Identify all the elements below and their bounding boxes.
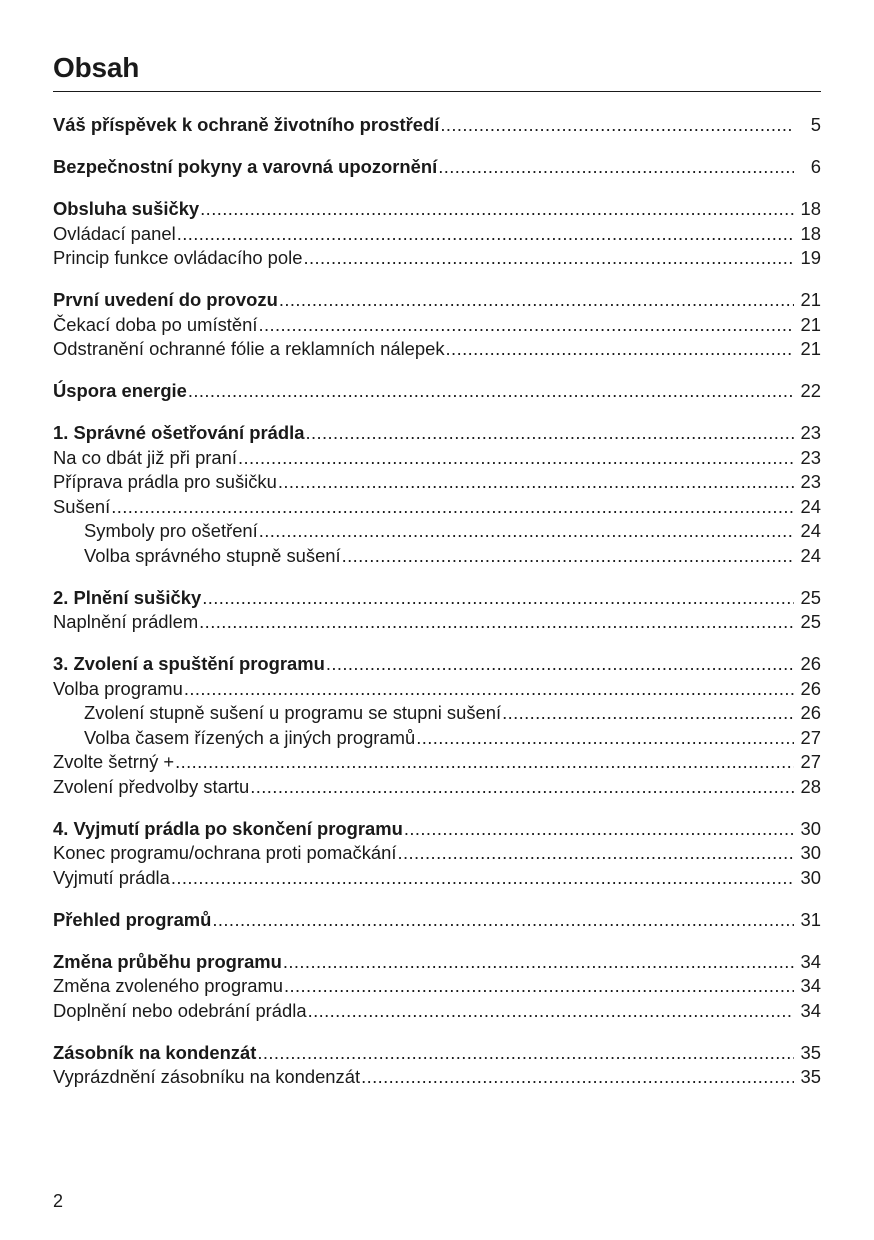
toc-section — [53, 288, 821, 362]
toc-entry-page: 31 — [800, 908, 821, 930]
toc-entry[interactable] — [53, 1065, 821, 1090]
toc-entry-page: 18 — [800, 222, 821, 244]
toc-dot-leader — [502, 701, 794, 726]
toc-entry-title: Zásobník na kondenzát — [53, 1041, 257, 1063]
toc-dot-leader — [177, 222, 794, 247]
toc-entry-title: Zvolte šetrný + — [53, 751, 175, 772]
table-of-contents — [53, 113, 821, 1107]
toc-dot-leader — [308, 999, 794, 1024]
toc-entry-title: Změna průběhu programu — [53, 950, 282, 972]
toc-entry-page: 26 — [800, 702, 821, 723]
toc-dot-leader — [250, 775, 794, 800]
toc-entry-page: 23 — [800, 422, 821, 443]
toc-dot-leader — [171, 866, 794, 891]
toc-entry-page: 23 — [800, 446, 821, 468]
toc-entry-page: 25 — [800, 611, 821, 632]
toc-entry-page: 27 — [800, 751, 821, 772]
toc-entry[interactable] — [53, 246, 821, 271]
toc-section — [53, 379, 821, 404]
toc-chapter-entry[interactable] — [53, 908, 821, 933]
toc-dot-leader — [446, 337, 794, 362]
toc-entry[interactable] — [53, 841, 821, 866]
toc-dot-leader — [257, 1041, 794, 1066]
toc-entry[interactable] — [53, 726, 821, 751]
toc-entry-page: 19 — [800, 247, 821, 268]
toc-chapter-entry[interactable] — [53, 817, 821, 842]
toc-chapter-entry[interactable] — [53, 1041, 821, 1066]
page-number: 2 — [53, 1191, 64, 1211]
toc-entry-title: Vyprázdnění zásobníku na kondenzát — [53, 1066, 361, 1087]
toc-dot-leader — [305, 421, 794, 446]
toc-chapter-entry[interactable] — [53, 950, 821, 975]
toc-chapter-entry[interactable] — [53, 379, 821, 404]
toc-dot-leader — [202, 586, 794, 611]
toc-entry[interactable] — [53, 446, 821, 471]
toc-entry-title: Zvolení předvolby startu — [53, 775, 250, 797]
toc-entry[interactable] — [53, 470, 821, 495]
toc-entry[interactable] — [53, 610, 821, 635]
toc-entry-title: Doplnění nebo odebrání prádla — [53, 999, 307, 1021]
toc-entry[interactable] — [53, 519, 821, 544]
toc-dot-leader — [361, 1065, 794, 1090]
toc-entry-page: 34 — [800, 950, 821, 972]
toc-entry-title: Váš příspěvek k ochraně životního prostředí — [53, 114, 440, 135]
title-divider — [53, 91, 821, 92]
toc-entry-page: 24 — [800, 495, 821, 517]
toc-dot-leader — [188, 379, 794, 404]
toc-entry-title: Zvolení stupně sušení u programu se stupni sušení — [84, 702, 502, 723]
toc-entry-page: 5 — [810, 114, 821, 135]
toc-entry-page: 23 — [800, 471, 821, 492]
toc-dot-leader — [199, 610, 794, 635]
toc-entry-title: Symboly pro ošetření — [84, 520, 258, 541]
toc-entry-title: Sušení — [53, 495, 111, 517]
toc-entry[interactable] — [53, 313, 821, 338]
toc-entry-page: 24 — [800, 544, 821, 566]
toc-entry-page: 22 — [800, 380, 821, 401]
toc-entry-title: Odstranění ochranné fólie a reklamních nálepek — [53, 338, 445, 359]
toc-entry-title: Ovládací panel — [53, 222, 176, 244]
toc-entry-title: Na co dbát již při praní — [53, 446, 237, 468]
toc-dot-leader — [259, 519, 794, 544]
toc-entry-title: Přehled programů — [53, 908, 212, 930]
toc-dot-leader — [111, 495, 794, 520]
toc-dot-leader — [212, 908, 794, 933]
toc-entry-page: 30 — [800, 817, 821, 839]
toc-entry[interactable] — [53, 974, 821, 999]
toc-entry-title: 3. Zvolení a spuštění programu — [53, 653, 325, 674]
toc-entry-page: 27 — [800, 726, 821, 748]
toc-entry-page: 6 — [810, 156, 821, 177]
toc-dot-leader — [416, 726, 794, 751]
toc-entry-page: 26 — [800, 677, 821, 699]
toc-section — [53, 950, 821, 1024]
toc-section — [53, 155, 821, 180]
toc-entry-page: 26 — [800, 653, 821, 674]
toc-entry-page: 18 — [800, 198, 821, 219]
toc-dot-leader — [278, 470, 794, 495]
toc-entry[interactable] — [53, 544, 821, 569]
toc-entry[interactable] — [53, 701, 821, 726]
toc-entry-title: Změna zvoleného programu — [53, 975, 284, 996]
toc-entry[interactable] — [53, 222, 821, 247]
toc-chapter-entry[interactable] — [53, 288, 821, 313]
toc-entry[interactable] — [53, 337, 821, 362]
toc-entry-title: Volba časem řízených a jiných programů — [84, 726, 416, 748]
toc-chapter-entry[interactable] — [53, 155, 821, 180]
toc-section — [53, 817, 821, 891]
toc-dot-leader — [284, 974, 794, 999]
toc-entry-page: 21 — [800, 289, 821, 310]
toc-section — [53, 908, 821, 933]
toc-section — [53, 1041, 821, 1090]
toc-entry-page: 24 — [800, 520, 821, 541]
toc-dot-leader — [438, 155, 794, 180]
toc-dot-leader — [184, 677, 794, 702]
toc-dot-leader — [175, 750, 794, 775]
toc-dot-leader — [279, 288, 794, 313]
toc-chapter-entry[interactable] — [53, 652, 821, 677]
toc-dot-leader — [342, 544, 794, 569]
page-title: Obsah — [53, 52, 140, 83]
toc-entry[interactable] — [53, 866, 821, 891]
toc-section — [53, 421, 821, 568]
toc-entry-title: Příprava prádla pro sušičku — [53, 471, 277, 492]
toc-section — [53, 586, 821, 635]
toc-entry-title: Vyjmutí prádla — [53, 866, 170, 888]
toc-dot-leader — [326, 652, 794, 677]
toc-entry[interactable] — [53, 495, 821, 520]
toc-dot-leader — [258, 313, 794, 338]
toc-dot-leader — [238, 446, 794, 471]
toc-chapter-entry[interactable] — [53, 113, 821, 138]
toc-entry-title: 2. Plnění sušičky — [53, 586, 202, 608]
toc-entry[interactable] — [53, 677, 821, 702]
toc-entry-title: 4. Vyjmutí prádla po skončení programu — [53, 817, 403, 839]
toc-entry-page: 30 — [800, 842, 821, 863]
toc-entry[interactable] — [53, 999, 821, 1024]
toc-dot-leader — [283, 950, 794, 975]
toc-entry-page: 30 — [800, 866, 821, 888]
toc-entry-page: 34 — [800, 999, 821, 1021]
toc-entry[interactable] — [53, 750, 821, 775]
toc-dot-leader — [200, 197, 794, 222]
toc-entry-page: 28 — [800, 775, 821, 797]
toc-dot-leader — [440, 113, 794, 138]
toc-entry-page: 21 — [800, 313, 821, 335]
toc-entry-title: Princip funkce ovládacího pole — [53, 247, 303, 268]
toc-entry-page: 35 — [800, 1066, 821, 1087]
toc-entry-title: 1. Správné ošetřování prádla — [53, 422, 305, 443]
toc-entry[interactable] — [53, 775, 821, 800]
toc-section — [53, 113, 821, 138]
toc-entry-page: 25 — [800, 586, 821, 608]
toc-entry-page: 35 — [800, 1041, 821, 1063]
toc-dot-leader — [303, 246, 794, 271]
toc-entry-title: Naplnění prádlem — [53, 611, 199, 632]
toc-entry-page: 21 — [800, 338, 821, 359]
toc-section — [53, 197, 821, 271]
toc-entry-title: Obsluha sušičky — [53, 198, 200, 219]
toc-entry-title: Volba správného stupně sušení — [84, 544, 341, 566]
toc-dot-leader — [404, 817, 794, 842]
toc-entry-title: Úspora energie — [53, 380, 187, 401]
toc-entry-title: Čekací doba po umístění — [53, 313, 258, 335]
toc-entry-title: První uvedení do provozu — [53, 289, 278, 310]
toc-entry-title: Volba programu — [53, 677, 183, 699]
toc-section — [53, 652, 821, 799]
toc-chapter-entry[interactable] — [53, 586, 821, 611]
toc-entry-title: Konec programu/ochrana proti pomačkání — [53, 842, 397, 863]
toc-entry-title: Bezpečnostní pokyny a varovná upozornění — [53, 156, 438, 177]
toc-entry-page: 34 — [800, 975, 821, 996]
toc-chapter-entry[interactable] — [53, 421, 821, 446]
toc-dot-leader — [398, 841, 795, 866]
toc-chapter-entry[interactable] — [53, 197, 821, 222]
